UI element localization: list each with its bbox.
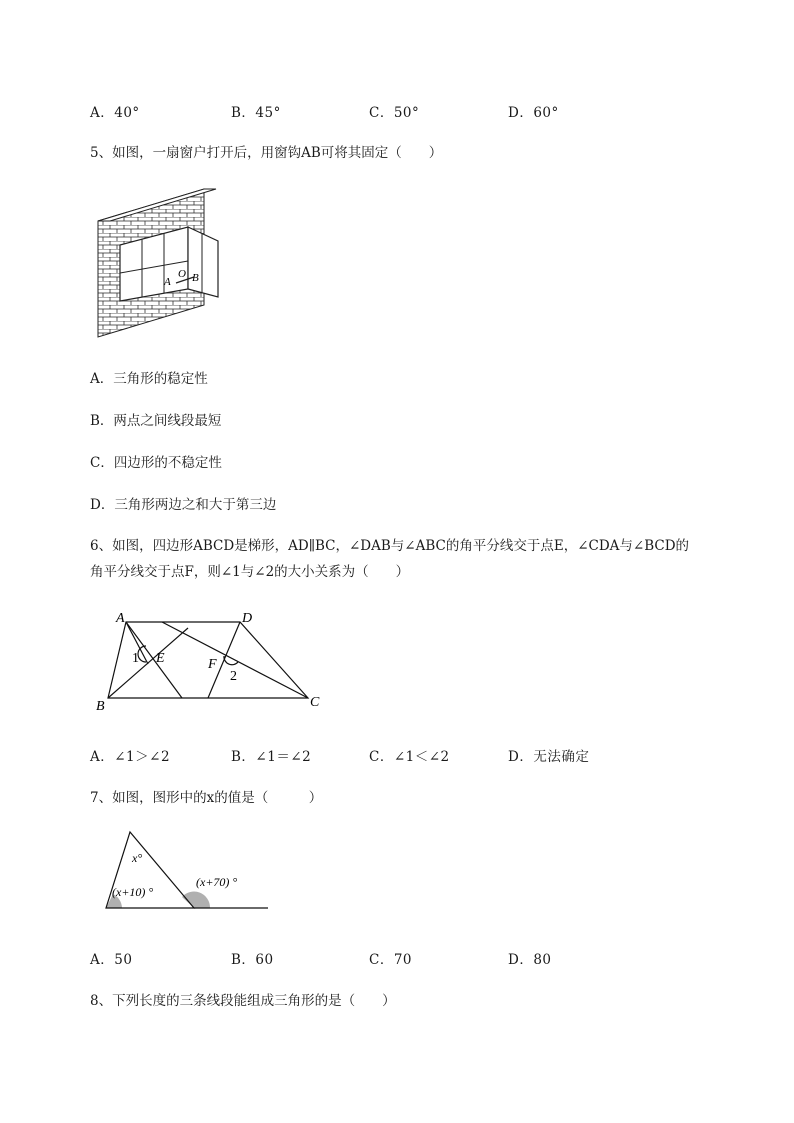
q5-option-c: C．四边形的不稳定性 <box>90 455 222 471</box>
q7-option-a: A．50 <box>90 952 133 968</box>
q6-label-1: 1 <box>132 651 139 666</box>
q5-label-o: O <box>178 268 186 280</box>
q7-option-b: B．60 <box>231 952 274 968</box>
q5-option-d: D．三角形两边之和大于第三边 <box>90 497 277 513</box>
q6-option-b: B．∠1＝∠2 <box>231 749 312 765</box>
q6-label-c: C <box>310 695 320 710</box>
q4-option-b: B．45° <box>231 105 281 121</box>
q6-label-a: A <box>116 611 125 626</box>
q5-option-a: A．三角形的稳定性 <box>90 371 208 387</box>
q7-label-x-plus-10: (x+10) ° <box>112 885 154 899</box>
q7-label-x: x° <box>132 851 143 865</box>
q7-option-c: C．70 <box>369 952 413 968</box>
q5-label-b: B <box>192 272 199 284</box>
q5-option-b: B．两点之间线段最短 <box>90 413 222 429</box>
q6-label-d: D <box>242 611 253 626</box>
q6-option-d: D．无法确定 <box>508 749 590 765</box>
q6-label-e: E <box>156 651 165 666</box>
q4-option-c: C．50° <box>369 105 420 121</box>
q6-stem-line2: 角平分线交于点F，则∠1与∠2的大小关系为（ ） <box>90 564 410 580</box>
q5-stem: 5、如图，一扇窗户打开后，用窗钩AB可将其固定（ ） <box>90 145 443 161</box>
q7-triangle-figure <box>100 828 275 914</box>
q7-label-x-plus-70: (x+70) ° <box>196 875 238 889</box>
q8-stem: 8、下列长度的三条线段能组成三角形的是（ ） <box>90 993 396 1009</box>
q6-label-b: B <box>96 699 105 714</box>
q6-trapezoid-figure <box>90 606 330 716</box>
q6-label-2: 2 <box>230 669 237 684</box>
q4-option-a: A．40° <box>90 105 140 121</box>
q5-window-figure <box>94 185 224 341</box>
q7-option-d: D．80 <box>508 952 552 968</box>
q5-label-a: A <box>164 276 171 288</box>
q6-option-a: A．∠1＞∠2 <box>90 749 171 765</box>
q4-option-d: D．60° <box>508 105 559 121</box>
q7-stem: 7、如图，图形中的x的值是（ ） <box>90 790 323 806</box>
q6-stem-line1: 6、如图，四边形ABCD是梯形，AD∥BC，∠DAB与∠ABC的角平分线交于点E，∠CDA与∠BCD的 <box>90 538 690 554</box>
q6-option-c: C．∠1＜∠2 <box>369 749 450 765</box>
q6-label-f: F <box>208 657 217 672</box>
